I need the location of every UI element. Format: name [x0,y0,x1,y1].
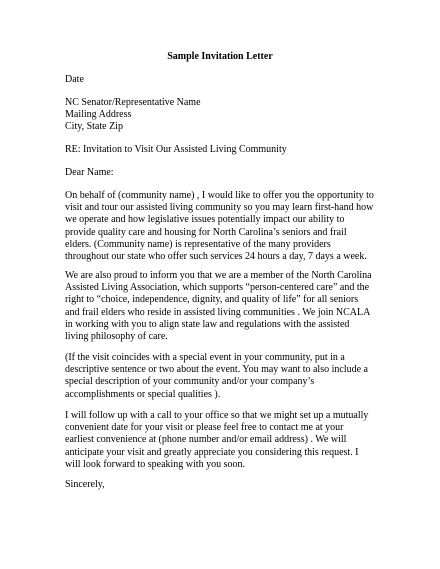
paragraph-line: will look forward to speaking with you soon. [65,458,245,470]
paragraph-line: I will follow up with a call to your office so that we might set up a mutually [65,410,369,421]
paragraph-line: and frail elders who reside in assisted living communities . We join NCALA [65,306,371,318]
paragraph-intro [65,190,405,263]
subject-line [65,144,405,156]
date-text: Date [65,74,84,85]
paragraph-line: throughout our state who offer such services 24 hours a day, 7 days a week. [65,250,367,262]
paragraph-line: elders. (Community name) is representative of the many providers [65,238,331,250]
paragraph-line: provide quality care and housing for North Carolina’s seniors and frail [65,226,347,238]
paragraph-line: We are also proud to inform you that we are a member of the North Carolina [65,270,372,281]
paragraph-line: right to “choice, independence, dignity, and quality of life” for all seniors [65,294,359,306]
paragraph-line: we operate and how legislative issues potentially impact our ability to [65,214,345,226]
paragraph-line: earliest convenience at (phone number and/or email address) . We will [65,434,347,446]
paragraph-follow-up [65,410,405,471]
paragraph-line: On behalf of (community name) , I would like to offer you the opportunity to [65,190,374,201]
paragraph-line: anticipate your visit and greatly appreciate you considering this request. I [65,446,359,458]
paragraph-line: visit and tour our assisted living community so you may learn first-hand how [65,202,374,214]
paragraph-line: accomplishments or special qualities ). [65,388,221,400]
address-line: Mailing Address [65,109,132,121]
re-text: RE: Invitation to Visit Our Assisted Living Community [65,144,287,155]
paragraph-line: living philosophy of care. [65,330,168,342]
paragraph-line: in working with you to align state law and regulations with the assisted [65,318,350,330]
address-line: City, State Zip [65,121,123,133]
paragraph-special-event [65,352,405,401]
paragraph-line: (If the visit coincides with a special event in your community, put in a [65,352,345,363]
paragraph-line: convenient date for your visit or please feel free to contact me at your [65,422,344,434]
paragraph-line: Assisted Living Association, which supports “person-centered care” and the [65,282,370,294]
paragraph-line: descriptive sentence or two about the event. You may want to also include a [65,364,368,376]
salutation [65,167,405,179]
address-line: NC Senator/Representative Name [65,97,201,108]
closing [65,479,405,491]
paragraph-line: special description of your community and/or your company’s [65,376,315,388]
paragraph-membership [65,270,405,343]
recipient-address [65,97,405,134]
salutation-text: Dear Name: [65,167,114,178]
date-line [65,74,405,86]
closing-text: Sincerely, [65,479,105,490]
letter-title: Sample Invitation Letter [167,51,273,62]
